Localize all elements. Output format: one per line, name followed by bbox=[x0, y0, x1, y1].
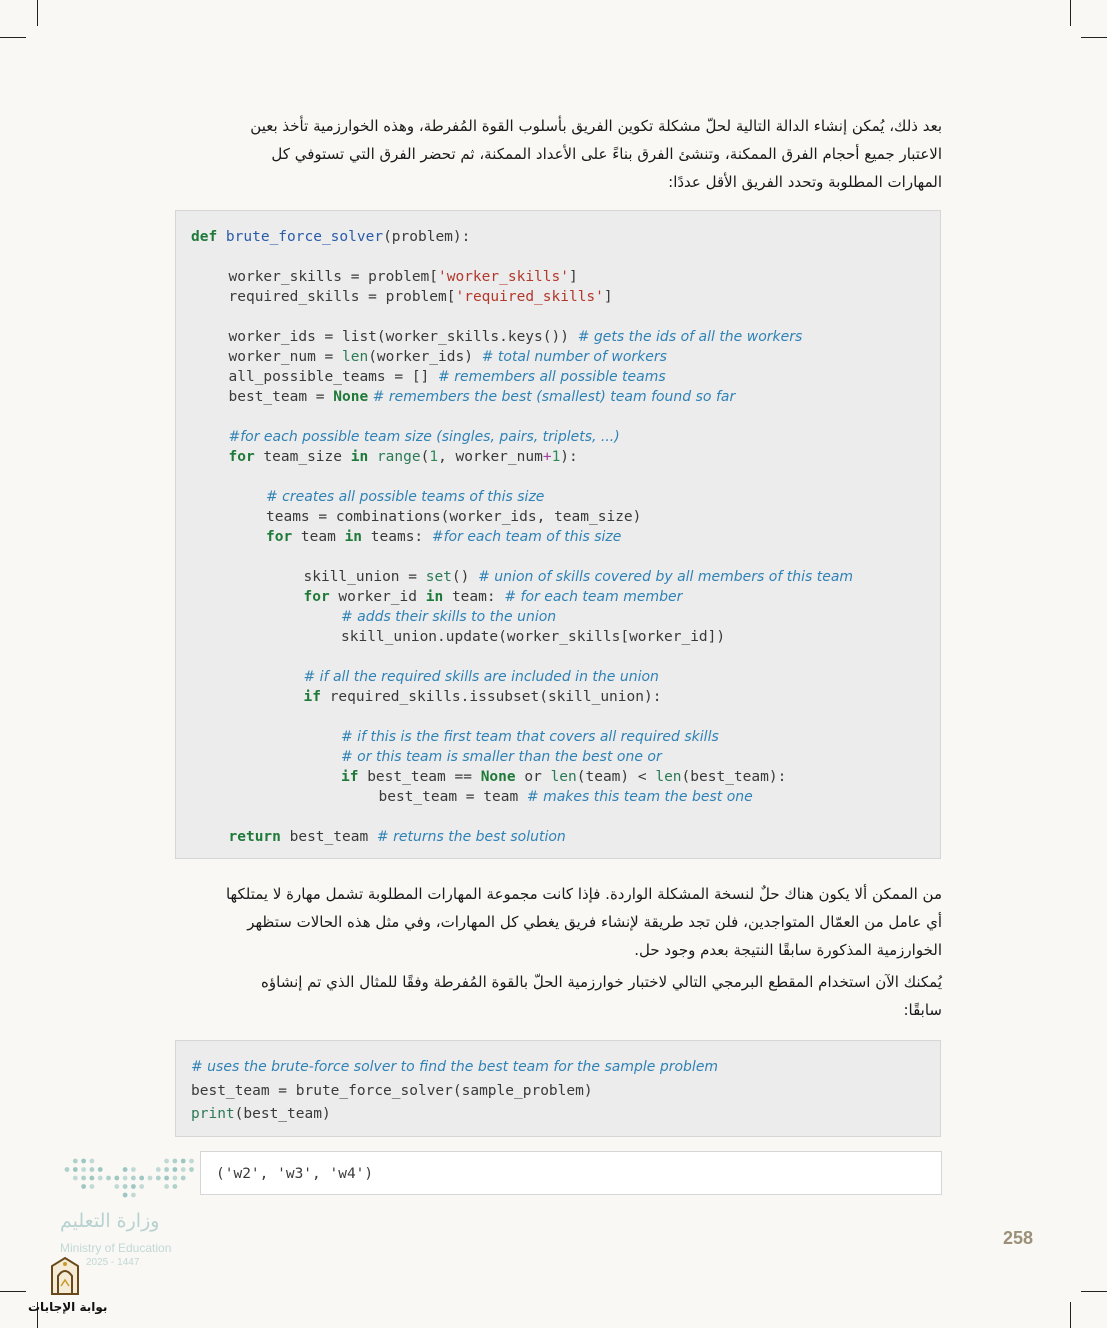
ministry-logo-icon bbox=[63, 1157, 197, 1199]
code-token: skill_union.update(worker_skills[worker_id]) bbox=[341, 629, 726, 645]
code-line bbox=[341, 727, 719, 747]
code-line bbox=[191, 1104, 331, 1124]
page-number: 258 bbox=[1002, 1228, 1033, 1248]
code-line bbox=[229, 267, 578, 287]
code-token: skill_union = bbox=[303, 569, 426, 585]
paragraph-line: من الممكن ألا يكون هناك حلٌ لنسخة المشكلة الواردة. فإذا كانت مجموعة المهارات المطلوبة تشمل مهارة لا يمتلكها bbox=[225, 885, 942, 903]
code-token: (problem): bbox=[383, 229, 471, 245]
code-token: brute_force_solver bbox=[225, 229, 384, 245]
code-token: if bbox=[341, 769, 368, 785]
code-token: return bbox=[228, 829, 290, 845]
intro-line: المهارات المطلوبة وتحدد الفريق الأقل عددًا: bbox=[668, 173, 942, 191]
code-token: # union of skills covered by all members of this team bbox=[478, 569, 854, 585]
code-token: set bbox=[425, 569, 452, 585]
code-token: (best_team) bbox=[234, 1106, 331, 1122]
ministry-name-en: Ministry of Education bbox=[60, 1241, 172, 1255]
ministry-name-ar: وزارة التعليم bbox=[60, 1210, 160, 1232]
code-token: best_team == bbox=[367, 769, 481, 785]
code-token: required_skills = problem[ bbox=[228, 289, 456, 305]
code-token: teams: bbox=[370, 529, 432, 545]
code-token: # gets the ids of all the workers bbox=[577, 329, 803, 345]
code-token: None bbox=[333, 389, 369, 405]
code-line bbox=[229, 347, 667, 367]
code-line bbox=[341, 627, 725, 647]
code-line bbox=[191, 1081, 593, 1101]
output-box bbox=[200, 1151, 942, 1195]
code-token: best_team bbox=[289, 829, 377, 845]
code-token: #for each team of this size bbox=[431, 529, 622, 545]
code-token: in bbox=[425, 589, 452, 605]
code-token: 1 bbox=[551, 449, 561, 465]
code-token: () bbox=[451, 569, 479, 585]
code-line bbox=[266, 527, 621, 547]
code-token: worker_num = bbox=[228, 349, 342, 365]
code-token: (team) < bbox=[576, 769, 656, 785]
code-token: worker_id bbox=[338, 589, 426, 605]
code-token: team: bbox=[451, 589, 505, 605]
code-token: + bbox=[542, 449, 552, 465]
code-line bbox=[229, 367, 666, 387]
code-line bbox=[379, 787, 753, 807]
code-token: best_team = bbox=[228, 389, 334, 405]
code-token: best_team = team bbox=[378, 789, 527, 805]
code-token: team bbox=[300, 529, 345, 545]
code-line bbox=[229, 287, 613, 307]
code-token: or bbox=[524, 769, 551, 785]
code-line bbox=[304, 667, 659, 687]
code-token: 'worker_skills' bbox=[438, 269, 569, 285]
code-token: worker_skills = problem[ bbox=[228, 269, 439, 285]
code-line bbox=[229, 447, 578, 467]
code-line bbox=[304, 587, 683, 607]
code-token: in bbox=[350, 449, 377, 465]
code-token: in bbox=[344, 529, 371, 545]
code-token: ] bbox=[568, 269, 578, 285]
code-line bbox=[304, 687, 662, 707]
intro-line: الاعتبار جميع أحجام الفرق الممكنة، وتنشئ الفرق بناءً على الأعداد الممكنة، ثم تحضر الفرق التي تستوفي كل bbox=[271, 145, 942, 163]
crop-mark bbox=[1070, 0, 1071, 26]
crop-mark bbox=[1081, 1291, 1107, 1292]
code-token: len bbox=[550, 769, 577, 785]
code-token: # remembers the best (smallest) team found so far bbox=[368, 389, 736, 405]
code-token: (best_team): bbox=[681, 769, 787, 785]
code-token: for bbox=[303, 589, 339, 605]
code-token: all_possible_teams = [] bbox=[228, 369, 439, 385]
code-token: for bbox=[266, 529, 301, 545]
code-line bbox=[341, 747, 662, 767]
crop-mark bbox=[37, 0, 38, 26]
code-token: # if this is the first team that covers all required skills bbox=[341, 729, 719, 745]
code-block-usage bbox=[175, 1040, 941, 1137]
code-token: team_size bbox=[263, 449, 351, 465]
code-line bbox=[304, 567, 854, 587]
output-text: ('w2', 'w3', 'w4') bbox=[216, 1166, 374, 1182]
code-token: for bbox=[228, 449, 264, 465]
code-line bbox=[341, 767, 786, 787]
crop-mark bbox=[1070, 1302, 1071, 1328]
no-solution-paragraph bbox=[165, 880, 942, 964]
portal-name: بوابة الإجابات bbox=[28, 1300, 108, 1314]
crop-mark bbox=[1081, 37, 1107, 38]
code-token: worker_ids = list(worker_skills.keys()) bbox=[228, 329, 578, 345]
code-token: ): bbox=[560, 449, 578, 465]
code-line bbox=[266, 507, 641, 527]
code-token: (worker_ids) bbox=[368, 349, 482, 365]
code-line bbox=[229, 387, 736, 407]
code-line bbox=[341, 607, 556, 627]
code-line bbox=[229, 827, 566, 847]
code-token: ] bbox=[603, 289, 613, 305]
code-token: best_team = brute_force_solver(sample_problem) bbox=[191, 1083, 593, 1099]
paragraph-line: الخوارزمية المذكورة سابقًا النتيجة بعدم وجود حل. bbox=[634, 941, 942, 959]
code-line bbox=[229, 427, 620, 447]
paragraph-line: أي عامل من العمّال المتواجدين، فلن تجد طريقة لإنشاء فريق يغطي كل المهارات، وفي مثل هذه الحالات ستظهر bbox=[247, 913, 942, 931]
code-token: # remembers all possible teams bbox=[438, 369, 666, 385]
paragraph-line: يُمكنك الآن استخدام المقطع البرمجي التالي لاختبار خوارزمية الحلّ بالقوة المُفرطة وفقًا للمثال الذي تم إنشاؤه bbox=[261, 973, 942, 991]
code-token: # adds their skills to the union bbox=[341, 609, 557, 625]
code-token: # for each team member bbox=[504, 589, 683, 605]
code-line bbox=[191, 227, 470, 247]
intro-paragraph bbox=[165, 112, 942, 196]
code-token: def bbox=[191, 229, 226, 245]
code-token: # makes this team the best one bbox=[526, 789, 753, 805]
code-token: if bbox=[303, 689, 330, 705]
code-token: 1 bbox=[429, 449, 439, 465]
code-token: # uses the brute-force solver to find the best team for the sample problem bbox=[191, 1059, 719, 1075]
portal-logo-icon bbox=[44, 1256, 86, 1298]
code-token: ( bbox=[420, 449, 430, 465]
code-token: len bbox=[342, 349, 369, 365]
code-block-solver bbox=[175, 210, 941, 859]
code-token: # or this team is smaller than the best one or bbox=[341, 749, 662, 765]
usage-paragraph bbox=[165, 968, 942, 1024]
intro-line: بعد ذلك، يُمكن إنشاء الدالة التالية لحلّ مشكلة تكوين الفريق بأسلوب القوة المُفرطة، وهذه الخوارزمية تأخذ بعين bbox=[250, 117, 942, 135]
code-token: teams = combinations(worker_ids, team_size) bbox=[266, 509, 642, 525]
code-line bbox=[191, 1057, 718, 1077]
code-line bbox=[266, 487, 544, 507]
code-token: # returns the best solution bbox=[376, 829, 566, 845]
code-token: len bbox=[655, 769, 682, 785]
code-token: # total number of workers bbox=[481, 349, 667, 365]
paragraph-line: سابقًا: bbox=[903, 1001, 942, 1019]
code-token: # if all the required skills are included in the union bbox=[303, 669, 659, 685]
crop-mark bbox=[0, 37, 26, 38]
code-line bbox=[229, 327, 803, 347]
ministry-year: 2025 - 1447 bbox=[86, 1257, 140, 1268]
crop-mark bbox=[0, 1291, 26, 1292]
code-token: required_skills.issubset(skill_union): bbox=[329, 689, 662, 705]
code-token: # creates all possible teams of this size bbox=[266, 489, 545, 505]
code-token: #for each possible team size (singles, pairs, triplets, ...) bbox=[228, 429, 620, 445]
code-token: print bbox=[191, 1106, 235, 1122]
code-token: range bbox=[376, 449, 421, 465]
code-token: , worker_num bbox=[438, 449, 543, 465]
code-token: 'required_skills' bbox=[455, 289, 604, 305]
code-token: None bbox=[480, 769, 525, 785]
